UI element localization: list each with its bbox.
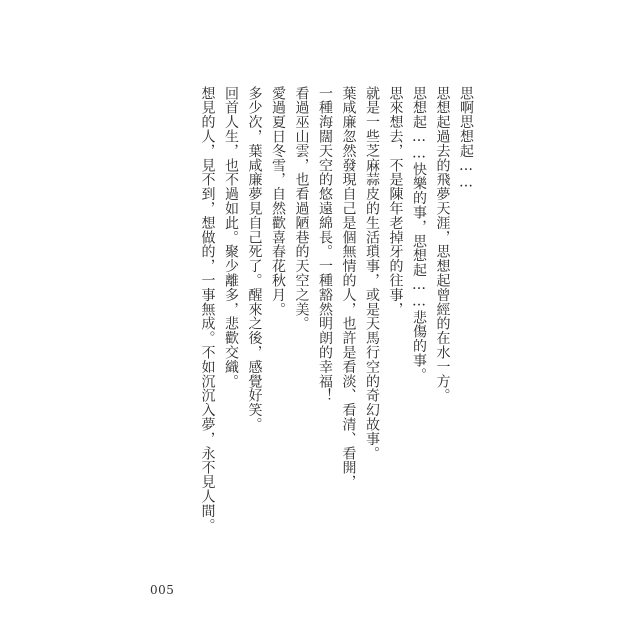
poem-line: 想見的人，見不到，想做的，一事無成。不如沉沉入夢，永不見人間。 [199, 86, 216, 533]
poem-line: 思想起過去的飛夢天涯，思想起曾經的在水一方。 [434, 86, 451, 403]
poem-line: 思啊思想起…… [458, 86, 474, 191]
poem-line: 思想起……快樂的事，思想起……悲傷的事。 [411, 86, 427, 382]
poem-line: 看過巫山雲，也看過陋巷的天空之美。 [293, 86, 310, 331]
poem-line: 就是一些芝麻蒜皮的生活瑣事，或是天馬行空的奇幻故事。 [364, 86, 380, 461]
poem-line: 葉咸廉忽然發現自己是個無情的人，也許是看淡、看清、看開， [340, 86, 357, 490]
page-number: 005 [150, 583, 175, 597]
poem-line: 愛過夏日冬雪，自然歡喜春花秋月。 [270, 86, 286, 317]
poem-line: 回首人生，也不過如此。聚少離多，悲歡交織。 [223, 86, 239, 389]
poem-text [195, 86, 477, 533]
poem-line: 多少次，葉咸廉夢見自己死了。醒來之後，感覺好笑。 [246, 86, 263, 432]
poem-line: 一種海闊天空的悠遠綿長。一種豁然明朗的幸福！ [317, 86, 333, 403]
poem-line: 思來想去，不是陳年老掉牙的往事， [387, 86, 404, 317]
